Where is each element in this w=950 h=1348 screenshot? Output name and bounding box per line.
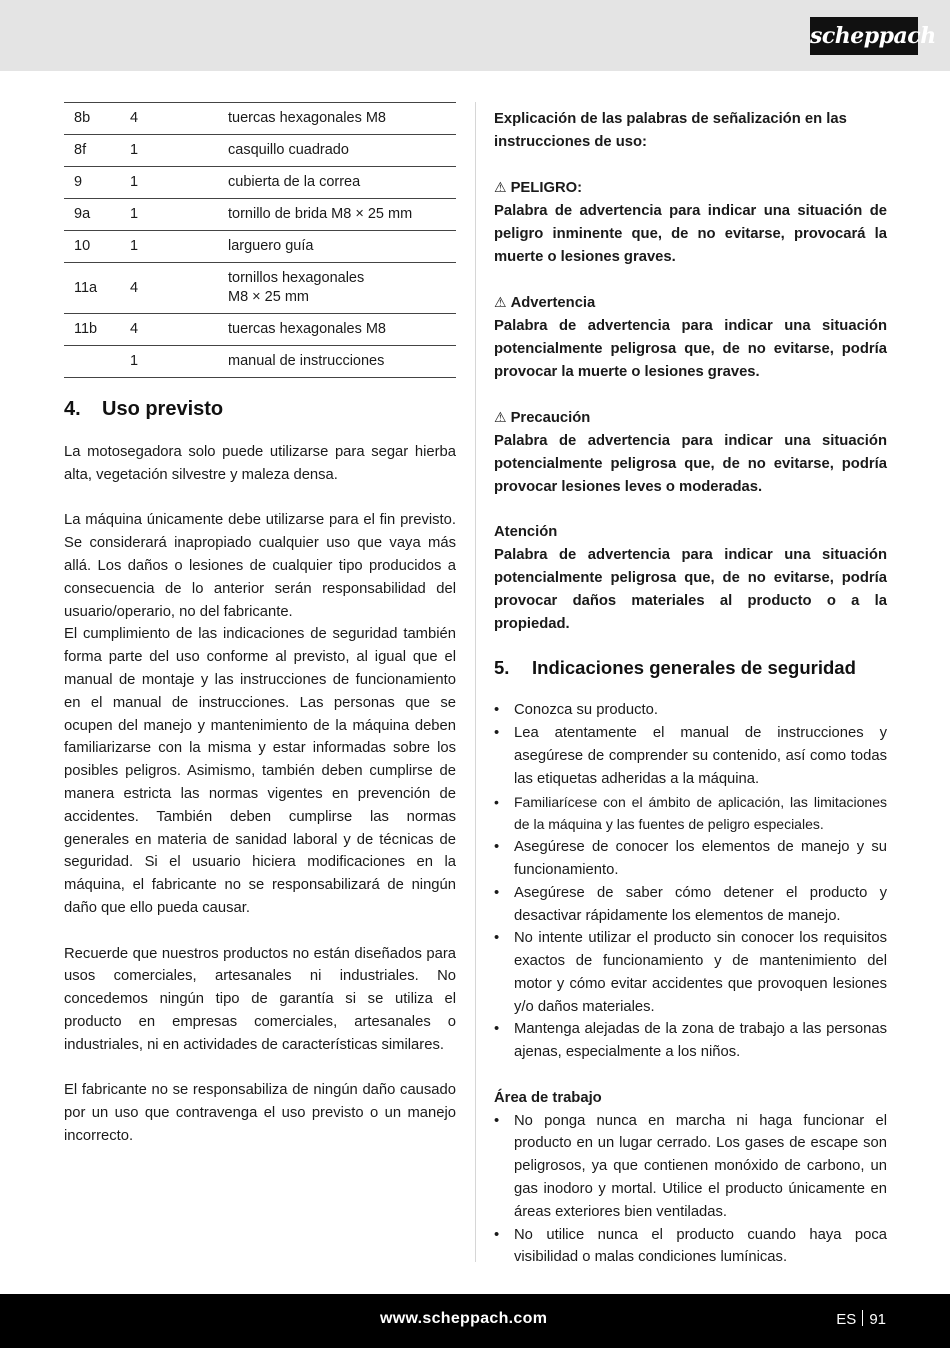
section-title: Uso previsto	[102, 398, 224, 420]
part-description: tuercas hexagonales M8	[218, 314, 456, 346]
part-quantity: 4	[120, 263, 218, 314]
work-area-bullet-list	[494, 1110, 887, 1270]
column-divider	[475, 102, 476, 1262]
warning-triangle-icon: ⚠	[494, 409, 507, 426]
part-description: manual de instrucciones	[218, 346, 456, 378]
warning-title-caution	[494, 406, 887, 430]
part-position: 8f	[64, 135, 120, 167]
table-row	[64, 231, 456, 263]
table-row	[64, 103, 456, 135]
list-item	[494, 791, 887, 837]
bullet-icon: •	[494, 725, 500, 742]
list-item	[494, 1110, 887, 1224]
table-row	[64, 314, 456, 346]
section-5-heading	[494, 657, 887, 679]
language-code: ES	[836, 1311, 857, 1328]
safety-bullet-list	[494, 699, 887, 1064]
list-item-text: No intente utilizar el producto sin conocer los requisitos exactos de funcionamiento y de mantenimiento del motor y cómo evitar accidentes que provoquen lesiones y/o daños materiales.	[514, 930, 887, 1015]
work-area-heading: Área de trabajo	[494, 1089, 602, 1106]
warning-text: Palabra de advertencia para indicar una situación potencialmente peligrosa que, de no evitarse, podría provocar la muerte o lesiones graves.	[494, 318, 887, 380]
signal-words-intro: Explicación de las palabras de señalización en las instrucciones de uso:	[494, 111, 847, 150]
warning-label: Atención	[494, 524, 558, 541]
footer-page-indicator	[836, 1310, 886, 1328]
table-row	[64, 199, 456, 231]
part-description: tornillo de brida M8 × 25 mm	[218, 199, 456, 231]
list-item	[494, 927, 887, 1018]
part-quantity: 1	[120, 167, 218, 199]
list-item	[494, 699, 887, 722]
bullet-icon: •	[494, 1112, 500, 1129]
list-item-text: No ponga nunca en marcha ni haga funcionar el producto en un lugar cerrado. Los gases de escape son peligrosos, ya que contienen monóxido de carbono, un gas inodoro y mortal. Utilice el producto únicamente en áreas exteriores bien ventiladas.	[514, 1112, 887, 1220]
page-number: 91	[869, 1311, 886, 1328]
bullet-icon: •	[494, 793, 499, 810]
part-quantity: 4	[120, 314, 218, 346]
part-description	[218, 263, 456, 314]
paragraph: La máquina únicamente debe utilizarse para el fin previsto. Se considerará inapropiado cualquier uso que vaya más allá. Los daños o lesiones de cualquier tipo producidos a consecuencia de lo anterior serán responsabilidad del usuario/operario, no del fabricante.	[64, 512, 456, 620]
list-item-text: No utilice nunca el producto cuando haya poca visibilidad o malas condiciones lumínicas.	[514, 1226, 887, 1266]
table-row	[64, 167, 456, 199]
footer-band	[0, 1294, 950, 1348]
list-item-text: Lea atentamente el manual de instrucciones y asegúrese de comprender su contenido, así como todas las etiquetas adheridas a la máquina.	[514, 725, 887, 787]
paragraph: El cumplimiento de las indicaciones de seguridad también forma parte del uso conforme al previsto, al igual que el manual de montaje y las instrucciones de funcionamiento en el manual de instrucciones. Las personas que se ocupen del manejo y mantenimiento de la máquina deben familiarizarse con la misma y estar informadas sobre los posibles peligros. Asimismo, también deben cumplirse de manera estricta las normas vigentes en prevención de accidentes. También deben cumplirse las normas generales en materia de sanidad laboral y de técnicas de seguridad. Si el usuario hiciera modificaciones en la máquina, el fabricante no se responsabilizará de ningún daño que ello pueda causar.	[64, 626, 456, 916]
section-title: Indicaciones generales de seguridad	[532, 657, 856, 679]
part-description: larguero guía	[218, 231, 456, 263]
table-row	[64, 263, 456, 314]
bullet-icon: •	[494, 884, 500, 901]
part-position: 10	[64, 231, 120, 263]
bullet-icon: •	[494, 1226, 500, 1243]
paragraph: La motosegadora solo puede utilizarse para segar hierba alta, vegetación silvestre y maleza densa.	[64, 444, 456, 483]
warning-text: Palabra de advertencia para indicar una situación potencialmente peligrosa que, de no evitarse, podría provocar lesiones leves o moderadas.	[494, 433, 887, 495]
part-position: 9a	[64, 199, 120, 231]
part-position: 9	[64, 167, 120, 199]
warning-triangle-icon: ⚠	[494, 294, 507, 311]
warning-triangle-icon: ⚠	[494, 179, 507, 196]
part-position: 8b	[64, 103, 120, 135]
header-band	[0, 0, 950, 71]
bullet-icon: •	[494, 930, 500, 947]
warning-label: Advertencia	[510, 295, 596, 312]
bullet-icon: •	[494, 839, 500, 856]
footer-website-link[interactable]: www.scheppach.com	[380, 1310, 548, 1327]
part-quantity: 1	[120, 346, 218, 378]
part-position: 11b	[64, 314, 120, 346]
list-item	[494, 1018, 887, 1064]
warning-text: Palabra de advertencia para indicar una situación potencialmente peligrosa que, de no evitarse, podría provocar daños materiales al producto o a la propiedad.	[494, 547, 887, 632]
section-number: 5.	[494, 657, 510, 679]
table-row	[64, 346, 456, 378]
warning-label: PELIGRO:	[510, 180, 583, 197]
warning-title-attention	[494, 521, 887, 544]
warning-label: Precaución	[510, 410, 591, 427]
part-quantity: 1	[120, 231, 218, 263]
list-item-text: Asegúrese de conocer los elementos de manejo y su funcionamiento.	[514, 839, 887, 878]
warning-title-warning	[494, 291, 887, 315]
list-item	[494, 1224, 887, 1270]
bullet-icon: •	[494, 702, 500, 719]
list-item-text: Mantenga alejadas de la zona de trabajo a las personas ajenas, especialmente a los niños.	[514, 1021, 887, 1061]
part-description-line2: M8 × 25 mm	[228, 289, 309, 305]
list-item	[494, 882, 887, 928]
section-number: 4.	[64, 398, 81, 420]
list-item-text: Asegúrese de saber cómo detener el producto y desactivar rápidamente los elementos de manejo.	[514, 884, 887, 924]
paragraph: Recuerde que nuestros productos no están diseñados para usos comerciales, artesanales ni industriales. No concedemos ningún tipo de garantía si se utiliza el producto en empresas comerciales, artesanales o industriales, ni en actividades de características similares.	[64, 945, 456, 1053]
left-column	[64, 102, 456, 1148]
list-item	[494, 836, 887, 882]
part-position: 11a	[64, 263, 120, 314]
section-4-heading	[64, 398, 456, 421]
warning-title-danger	[494, 176, 887, 200]
part-quantity: 1	[120, 199, 218, 231]
list-item-text: Conozca su producto.	[514, 702, 658, 719]
part-position	[64, 346, 120, 378]
paragraph: El fabricante no se responsabiliza de ningún daño causado por un uso que contravenga el uso previsto o un manejo incorrecto.	[64, 1082, 456, 1144]
table-row	[64, 135, 456, 167]
warning-text: Palabra de advertencia para indicar una situación de peligro inminente que, de no evitarse, provocará la muerte o lesiones graves.	[494, 203, 887, 265]
brand-logo: scheppach	[810, 17, 918, 55]
parts-table	[64, 102, 456, 378]
part-description: casquillo cuadrado	[218, 135, 456, 167]
bullet-icon: •	[494, 1021, 500, 1038]
list-item	[494, 722, 887, 790]
part-description-line1: tornillos hexagonales	[228, 270, 365, 286]
part-description: tuercas hexagonales M8	[218, 103, 456, 135]
divider	[862, 1310, 863, 1326]
part-description: cubierta de la correa	[218, 167, 456, 199]
part-quantity: 1	[120, 135, 218, 167]
list-item-text: Familiarícese con el ámbito de aplicación, las limitaciones de la máquina y las fuentes de peligro especiales.	[514, 793, 887, 833]
part-quantity: 4	[120, 103, 218, 135]
right-column	[494, 108, 887, 1269]
